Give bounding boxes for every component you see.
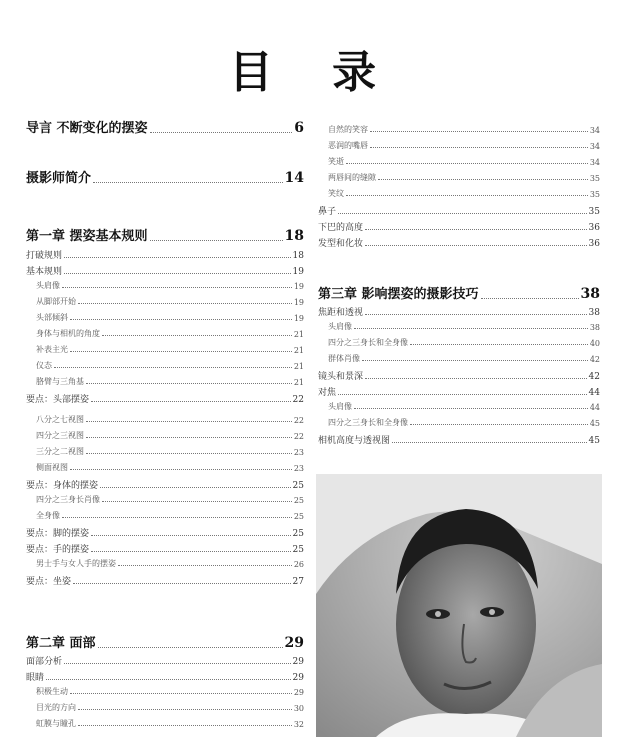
- toc-entry-page: 32: [293, 720, 304, 729]
- toc-entry: [318, 156, 600, 167]
- toc-entry-page: 19: [292, 267, 304, 277]
- toc-entry: [318, 124, 600, 135]
- dot-leader: [70, 469, 292, 470]
- toc-entry-page: 21: [293, 362, 304, 371]
- toc-entry-page: 38: [588, 308, 600, 318]
- dot-leader: [481, 298, 579, 299]
- dot-leader: [86, 437, 292, 438]
- toc-entry-title: 第二章 面部: [26, 636, 96, 651]
- toc-entry-page: 14: [284, 170, 304, 186]
- toc-entry: [26, 558, 304, 569]
- dot-leader: [118, 565, 292, 566]
- toc-entry-title: 笑纹: [328, 189, 344, 198]
- dot-leader: [338, 213, 587, 214]
- toc-entry-page: 18: [284, 228, 304, 244]
- toc-entry-page: 38: [589, 323, 600, 332]
- toc-entry: [26, 117, 304, 136]
- toc-entry: [318, 401, 600, 412]
- toc-entry-page: 42: [589, 355, 600, 364]
- toc-entry-page: 26: [293, 560, 304, 569]
- toc-entry-title: 对焦: [318, 388, 337, 398]
- toc-entry-title: 胳臂与三角基: [36, 377, 84, 386]
- dot-leader: [54, 367, 292, 368]
- dot-leader: [410, 344, 588, 345]
- toc-entry-title: 发型和化妆: [318, 239, 364, 249]
- toc-entry-title: 镜头和景深: [318, 372, 364, 382]
- dot-leader: [338, 394, 587, 395]
- toc-entry-page: 44: [589, 403, 600, 412]
- dot-leader: [150, 132, 293, 133]
- toc-entry-title: 虹膜与瞳孔: [36, 719, 76, 728]
- toc-entry-page: 29: [284, 635, 304, 651]
- dot-leader: [64, 273, 291, 274]
- toc-entry: [26, 225, 304, 244]
- toc-entry: [318, 321, 600, 332]
- toc-entry-title: 头肩像: [328, 322, 352, 331]
- dot-leader: [354, 408, 588, 409]
- toc-entry-title: 要点：头部摆姿: [26, 395, 90, 405]
- toc-entry: [26, 494, 304, 505]
- toc-entry: [26, 392, 304, 405]
- toc-entry-page: 25: [293, 496, 304, 505]
- toc-entry: [26, 702, 304, 713]
- toc-entry-page: 34: [589, 126, 600, 135]
- dot-leader: [392, 442, 587, 443]
- toc-entry-page: 19: [293, 282, 304, 291]
- dot-leader: [91, 535, 291, 536]
- toc-entry-title: 侧面视图: [36, 463, 68, 472]
- toc-entry: [318, 188, 600, 199]
- dot-leader: [70, 351, 292, 352]
- toc-entry-title: 眼睛: [26, 673, 45, 683]
- dot-leader: [365, 245, 587, 246]
- toc-entry-page: 25: [292, 529, 304, 539]
- toc-entry-title: 八分之七视图: [36, 415, 84, 424]
- toc-entry: [318, 337, 600, 348]
- toc-entry-title: 群体肖像: [328, 354, 360, 363]
- toc-entry-page: 21: [293, 330, 304, 339]
- toc-entry-page: 25: [292, 481, 304, 491]
- toc-entry: [26, 462, 304, 473]
- toc-entry: [26, 264, 304, 277]
- toc-entry: [26, 718, 304, 729]
- portrait-photo: [316, 474, 602, 737]
- dot-leader: [73, 583, 291, 584]
- toc-entry-title: 鼻子: [318, 207, 337, 217]
- dot-leader: [150, 240, 283, 241]
- dot-leader: [362, 360, 588, 361]
- toc-entry-page: 22: [293, 416, 304, 425]
- toc-entry: [26, 376, 304, 387]
- toc-entry-title: 从脚部开始: [36, 297, 76, 306]
- toc-entry: [26, 248, 304, 261]
- dot-leader: [365, 314, 587, 315]
- toc-entry-title: 导言 不断变化的摆姿: [26, 121, 148, 136]
- toc-entry-title: 四分之三身长和全身像: [328, 338, 408, 347]
- toc-entry: [318, 140, 600, 151]
- dot-leader: [62, 517, 292, 518]
- toc-entry-page: 22: [292, 395, 304, 405]
- dot-leader: [64, 663, 291, 664]
- toc-entry: [26, 654, 304, 667]
- dot-leader: [64, 257, 291, 258]
- dot-leader: [410, 424, 588, 425]
- toc-entry: [318, 220, 600, 233]
- toc-entry-page: 27: [292, 577, 304, 587]
- toc-entry-title: 四分之三视图: [36, 431, 84, 440]
- dot-leader: [365, 378, 587, 379]
- toc-entry: [318, 172, 600, 183]
- toc-entry-title: 仪态: [36, 361, 52, 370]
- toc-entry-title: 两唇间的缝隙: [328, 173, 376, 182]
- toc-entry: [26, 574, 304, 587]
- toc-entry-page: 30: [293, 704, 304, 713]
- toc-entry-title: 头肩像: [36, 281, 60, 290]
- toc-entry-page: 45: [589, 419, 600, 428]
- toc-entry-page: 35: [588, 207, 600, 217]
- toc-entry: [318, 353, 600, 364]
- toc-entry: [26, 414, 304, 425]
- dot-leader: [93, 182, 283, 183]
- toc-entry-title: 基本规则: [26, 267, 63, 277]
- toc-entry: [26, 526, 304, 539]
- dot-leader: [86, 383, 292, 384]
- toc-entry-page: 29: [293, 688, 304, 697]
- toc-entry-page: 21: [293, 346, 304, 355]
- toc-entry-title: 下巴的高度: [318, 223, 364, 233]
- toc-entry: [318, 433, 600, 446]
- dot-leader: [102, 501, 292, 502]
- toc-entry: [318, 385, 600, 398]
- dot-leader: [346, 195, 588, 196]
- toc-entry-page: 25: [293, 512, 304, 521]
- dot-leader: [91, 551, 291, 552]
- toc-entry-page: 36: [588, 223, 600, 233]
- toc-entry-page: 29: [292, 657, 304, 667]
- toc-entry: [26, 312, 304, 323]
- toc-entry: [318, 236, 600, 249]
- toc-entry: [318, 204, 600, 217]
- toc-entry: [26, 510, 304, 521]
- toc-entry-page: 25: [292, 545, 304, 555]
- toc-entry-title: 要点：脚的摆姿: [26, 529, 90, 539]
- toc-entry-title: 积极生动: [36, 687, 68, 696]
- toc-entry-title: 头部倾斜: [36, 313, 68, 322]
- dot-leader: [98, 647, 283, 648]
- toc-entry-page: 36: [588, 239, 600, 249]
- toc-entry: [26, 167, 304, 186]
- toc-entry-page: 35: [589, 190, 600, 199]
- dot-leader: [86, 421, 292, 422]
- dot-leader: [70, 319, 292, 320]
- toc-entry-page: 44: [588, 388, 600, 398]
- toc-entry-title: 头肩像: [328, 402, 352, 411]
- dot-leader: [46, 679, 291, 680]
- toc-entry: [26, 296, 304, 307]
- toc-entry-title: 自然的笑容: [328, 125, 368, 134]
- toc-entry-page: 38: [580, 286, 600, 302]
- toc-entry-page: 19: [293, 314, 304, 323]
- dot-leader: [70, 693, 292, 694]
- dot-leader: [354, 328, 588, 329]
- toc-entry-title: 男士手与女人手的摆姿: [36, 559, 116, 568]
- dot-leader: [78, 303, 292, 304]
- toc-entry-page: 40: [589, 339, 600, 348]
- toc-entry: [26, 686, 304, 697]
- toc-entry-page: 42: [588, 372, 600, 382]
- toc-entry-title: 四分之三身长和全身像: [328, 418, 408, 427]
- toc-entry: [26, 478, 304, 491]
- toc-entry-page: 45: [588, 436, 600, 446]
- dot-leader: [78, 709, 292, 710]
- dot-leader: [370, 147, 588, 148]
- dot-leader: [62, 287, 292, 288]
- toc-entry-title: 笑逝: [328, 157, 344, 166]
- toc-entry: [318, 369, 600, 382]
- toc-entry-title: 第一章 摆姿基本规则: [26, 229, 148, 244]
- toc-entry-title: 身体与相机的角度: [36, 329, 100, 338]
- toc-entry: [26, 446, 304, 457]
- toc-entry-title: 四分之三身长肖像: [36, 495, 100, 504]
- dot-leader: [378, 179, 588, 180]
- dot-leader: [78, 725, 292, 726]
- dot-leader: [86, 453, 292, 454]
- toc-entry: [26, 328, 304, 339]
- toc-entry-title: 相机高度与透视图: [318, 436, 391, 446]
- toc-entry-title: 全身像: [36, 511, 60, 520]
- toc-entry-title: 摄影师简介: [26, 171, 92, 186]
- dot-leader: [370, 131, 588, 132]
- dot-leader: [102, 335, 292, 336]
- toc-entry-page: 23: [293, 448, 304, 457]
- toc-entry-page: 23: [293, 464, 304, 473]
- toc-entry-page: 35: [589, 174, 600, 183]
- toc-entry-page: 21: [293, 378, 304, 387]
- portrait-photo-image: [316, 474, 602, 737]
- toc-entry: [26, 430, 304, 441]
- toc-entry: [26, 542, 304, 555]
- toc-entry-page: 19: [293, 298, 304, 307]
- toc-entry: [26, 670, 304, 683]
- toc-entry-title: 补表主光: [36, 345, 68, 354]
- toc-entry-page: 6: [294, 120, 304, 136]
- page-title: 目 录: [228, 47, 399, 98]
- toc-entry-title: 面部分析: [26, 657, 63, 667]
- toc-entry-title: 第三章 影响摆姿的摄影技巧: [318, 287, 479, 302]
- toc-entry-page: 34: [589, 158, 600, 167]
- toc-entry-title: 恶润的嘴唇: [328, 141, 368, 150]
- dot-leader: [346, 163, 588, 164]
- toc-entry-title: 焦距和透视: [318, 308, 364, 318]
- toc-entry: [318, 305, 600, 318]
- toc-entry: [26, 632, 304, 651]
- toc-entry: [26, 344, 304, 355]
- toc-entry: [318, 417, 600, 428]
- toc-entry-page: 34: [589, 142, 600, 151]
- toc-entry: [318, 283, 600, 302]
- toc-entry-title: 打破规则: [26, 251, 63, 261]
- toc-entry: [26, 280, 304, 291]
- toc-entry-title: 三分之二视图: [36, 447, 84, 456]
- toc-entry-page: 29: [292, 673, 304, 683]
- toc-entry-title: 目光的方向: [36, 703, 76, 712]
- toc-entry-title: 要点：手的摆姿: [26, 545, 90, 555]
- toc-entry-page: 22: [293, 432, 304, 441]
- dot-leader: [100, 487, 291, 488]
- toc-entry-page: 18: [292, 251, 304, 261]
- toc-entry: [26, 360, 304, 371]
- toc-entry-title: 要点：坐姿: [26, 577, 72, 587]
- dot-leader: [365, 229, 587, 230]
- dot-leader: [91, 401, 291, 402]
- toc-entry-title: 要点：身体的摆姿: [26, 481, 99, 491]
